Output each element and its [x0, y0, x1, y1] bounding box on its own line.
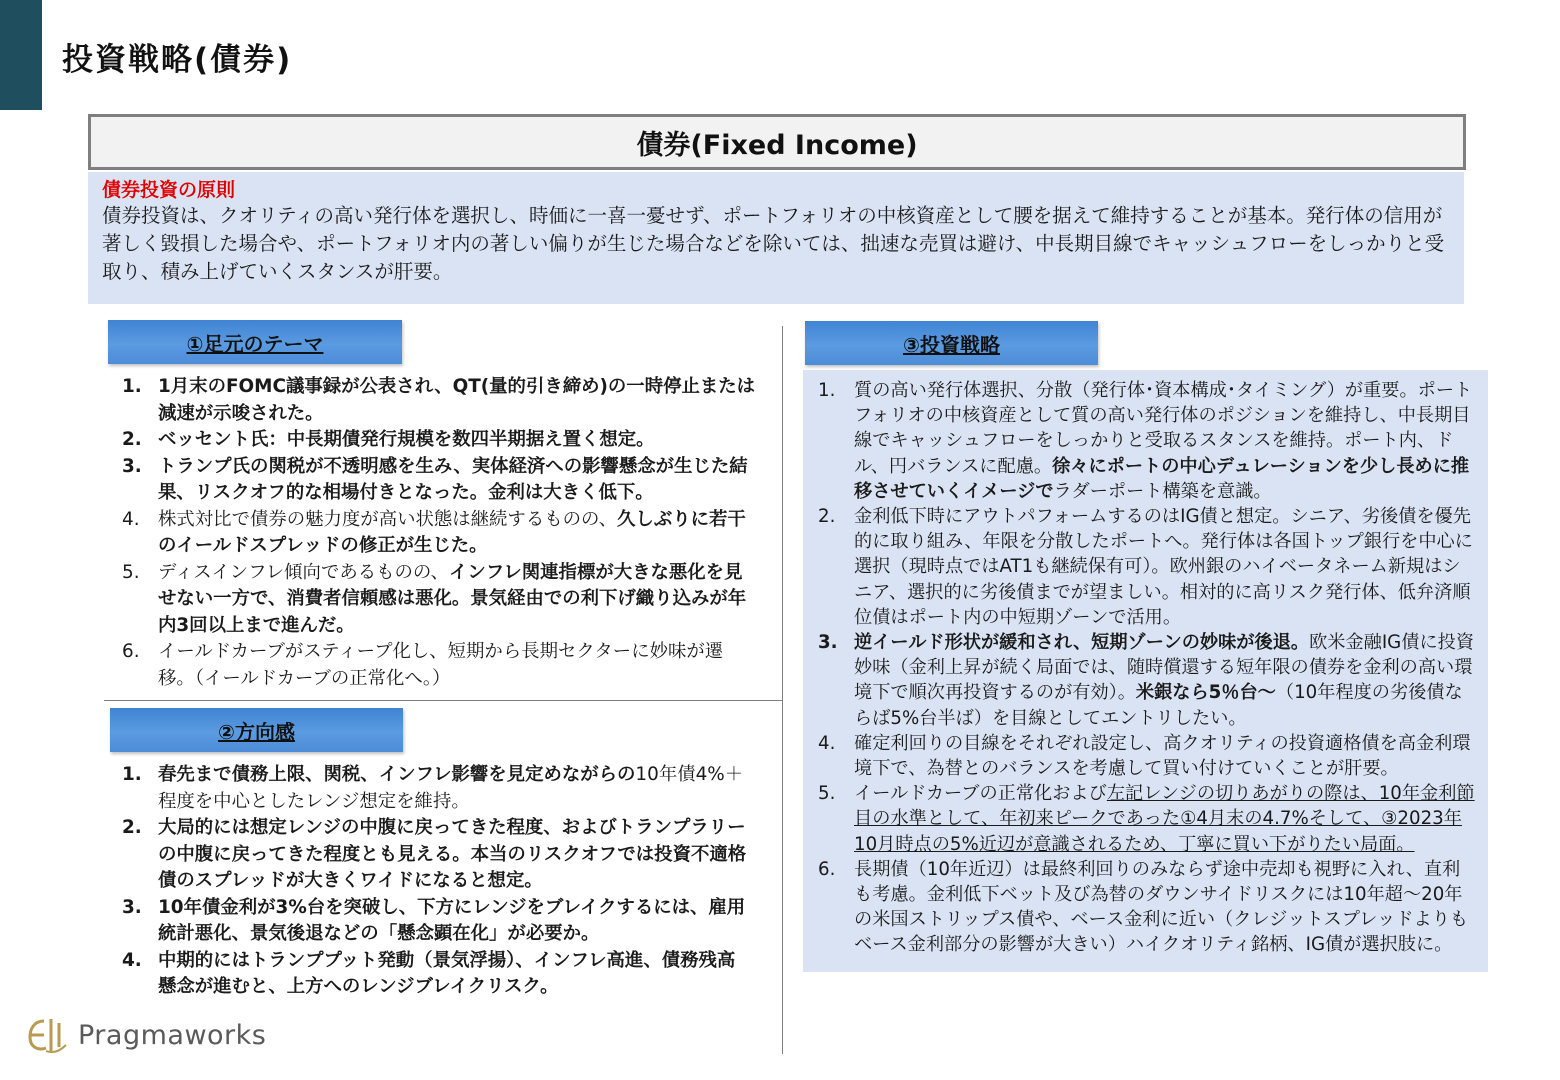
item-number: 5. [818, 783, 836, 805]
item-text-emphasis: 春先まで債務上限、関税、インフレ影響を見定めながらの [158, 764, 636, 785]
item-text: 大局的には想定レンジの中腹に戻ってきた程度、およびトランプラリーの中腹に戻ってきた程度とも見える。本当のリスクオフでは投資不適格債のスプレッドが大きくワイドになると想定。 [158, 817, 747, 891]
principle-body: 債券投資は、クオリティの高い発行体を選択し、時価に一喜一憂せず、ポートフォリオの中核資産として腰を据えて維持することが基本。発行体の信用が著しく毀損した場合や、ポートフォリオ内の著しい偏りが生じた場合などを除いては、拙速な売買は避け、中長期目線でキャッシュフローをしっかりと受取り、積み上げていくスタンスが肝要。 [102, 204, 1445, 283]
item-number: 4. [818, 732, 836, 754]
item-text: 質の高い発行体選択、分散（発行体･資本構成･タイミング）が重要。ポートフォリオの中核資産として質の高い発行体のポジションを維持し、中長期目線でキャッシュフローをしっかりと受取るスタンスを維持。ポート内、ドル、円バランスに配慮。 [854, 380, 1473, 477]
logo-mark-icon [24, 1015, 70, 1055]
item-text: イールドカーブの正常化および [854, 783, 1107, 805]
list-item [122, 560, 758, 640]
direction-list [122, 762, 752, 1001]
list-item [818, 731, 1478, 781]
item-number: 4. [122, 949, 142, 971]
list-item [122, 639, 758, 692]
themes-heading-label: ①足元のテーマ [186, 331, 324, 356]
list-item [122, 895, 752, 948]
item-number: 3. [818, 632, 838, 654]
item-text: 10年債金利が3%台を突破し、下方にレンジをブレイクするには、雇用統計悪化、景気後退などの「懸念顕在化」が必要か。 [158, 896, 746, 944]
item-text-emphasis: 徐々にポートの中心デュレーションを少し長めに推移させていくイメージで [854, 455, 1470, 502]
item-number: 6. [818, 858, 836, 880]
logo-text: Pragmaworks [78, 1019, 267, 1051]
item-number: 5. [122, 561, 140, 583]
item-text: ディスインフレ傾向であるものの、 [158, 561, 449, 583]
item-text: トランプ氏の関税が不透明感を生み、実体経済への影響懸念が生じた結果、リスクオフ的な相場付きとなった。金利は大きく低下。 [158, 455, 748, 503]
item-text: 長期債（10年近辺）は最終利回りのみならず途中売却も視野に入れ、直利も考慮。金利低下ベット及び為替のダウンサイドリスクには10年超～20年の米国ストリップス債や、ベース金利に近い（クレジットスプレッドよりもベース金利部分の影響が大きい）ハイクオリティ銘柄、IG債が選択肢に。 [854, 858, 1469, 956]
list-item [818, 857, 1478, 958]
list-item [818, 378, 1478, 504]
principle-box [88, 172, 1464, 304]
item-text: イールドカーブがスティープ化し、短期から長期セクターに妙味が遷移。（イールドカーブの正常化へ。） [158, 641, 724, 689]
item-number: 2. [122, 429, 142, 450]
banner-title: 債券(Fixed Income) [636, 129, 918, 161]
item-number: 3. [122, 896, 142, 918]
item-text: ベッセント氏：中長期債発行規模を数四半期据え置く想定。 [158, 429, 655, 450]
list-item [122, 762, 752, 815]
list-item [122, 948, 752, 1001]
item-text-emphasis: インフレ関連指標が大きな悪化を見せない一方で、消費者信頼感は悪化。景気経由での利下げ織り込みが年内3回以上まで進んだ。 [158, 561, 747, 636]
item-text: 金利低下時にアウトパフォームするのはIG債と想定。シニア、劣後債を優先的に取り組み、年限を分散したポートへ。発行体は各国トップ銀行を中心に選択（現時点ではAT1も継続保有可）。欧州銀のハイベータネーム新規はシニア、選択的に劣後債までが望ましい。相対的に高リスク発行体、低弁済順位債はポート内の中短期ゾーンで活用。 [854, 506, 1473, 628]
strategy-heading [805, 321, 1098, 365]
list-item [818, 630, 1478, 731]
direction-heading-label: ②方向感 [218, 719, 295, 744]
item-text: （10年程度の劣後債ならば5%台半ば）を目線としてエントリしたい。 [854, 682, 1463, 729]
item-number: 1. [122, 764, 142, 785]
strategy-list [818, 378, 1478, 958]
item-number: 1. [122, 376, 142, 397]
item-text-underlined: 左記レンジの切りあがりの際は、10年金利節目の水準として、年初来ピークであった①4月末の4.7%そして、③2023年10月時点の5%近辺が意識されるため、丁寧に買い下がりたい局面。 [854, 783, 1475, 855]
list-item [122, 454, 758, 507]
direction-heading [110, 708, 403, 752]
accent-bar [0, 0, 42, 110]
principle-heading: 債券投資の原則 [102, 179, 236, 201]
list-item [818, 504, 1478, 630]
horizontal-divider [104, 700, 782, 701]
item-text: ラダーポート構築を意識。 [1053, 480, 1272, 502]
item-number: 3. [122, 455, 142, 477]
company-logo [24, 1015, 266, 1055]
item-text-emphasis: 逆イールド形状が緩和され、短期ゾーンの妙味が後退。 [854, 632, 1310, 654]
item-text-emphasis: 米銀なら5％台～ [1135, 682, 1276, 704]
item-text-emphasis: 久しぶりに若干のイールドスプレッドの修正が生じた。 [158, 508, 746, 556]
item-number: 2. [122, 817, 142, 838]
item-number: 4. [122, 508, 140, 530]
section-banner [88, 114, 1466, 170]
list-item [818, 781, 1478, 857]
item-number: 6. [122, 641, 140, 662]
list-item [122, 427, 758, 454]
themes-heading [108, 320, 402, 364]
item-text: 欧米金融IG債に投資妙味（金利上昇が続く局面では、随時償還する短年限の債券を金利の高い環境下で順次再投資するのが有効）。 [854, 632, 1475, 704]
item-number: 1. [818, 380, 836, 401]
item-text: 1月末のFOMC議事録が公表され、QT(量的引き締め)の一時停止または減速が示唆された。 [158, 376, 756, 424]
item-text: 10年債4%＋程度を中心としたレンジ想定を維持。 [158, 764, 744, 812]
item-number: 2. [818, 506, 836, 528]
list-item [122, 815, 752, 895]
item-text: 確定利回りの目線をそれぞれ設定し、高クオリティの投資適格債を高金利環境下で、為替とのバランスを考慮して買い付けていくことが肝要。 [854, 732, 1471, 780]
list-item [122, 374, 758, 427]
item-text: 中期的にはトランププット発動（景気浮揚）、インフレ高進、債務残高懸念が進むと、上方へのレンジブレイクリスク。 [158, 949, 736, 997]
list-item [122, 507, 758, 560]
strategy-heading-label: ③投資戦略 [903, 332, 1000, 357]
page-title: 投資戦略(債券) [62, 42, 293, 78]
vertical-divider [782, 326, 783, 1054]
item-text: 株式対比で債券の魅力度が高い状態は継続するものの、 [158, 508, 618, 530]
themes-list [122, 374, 758, 692]
